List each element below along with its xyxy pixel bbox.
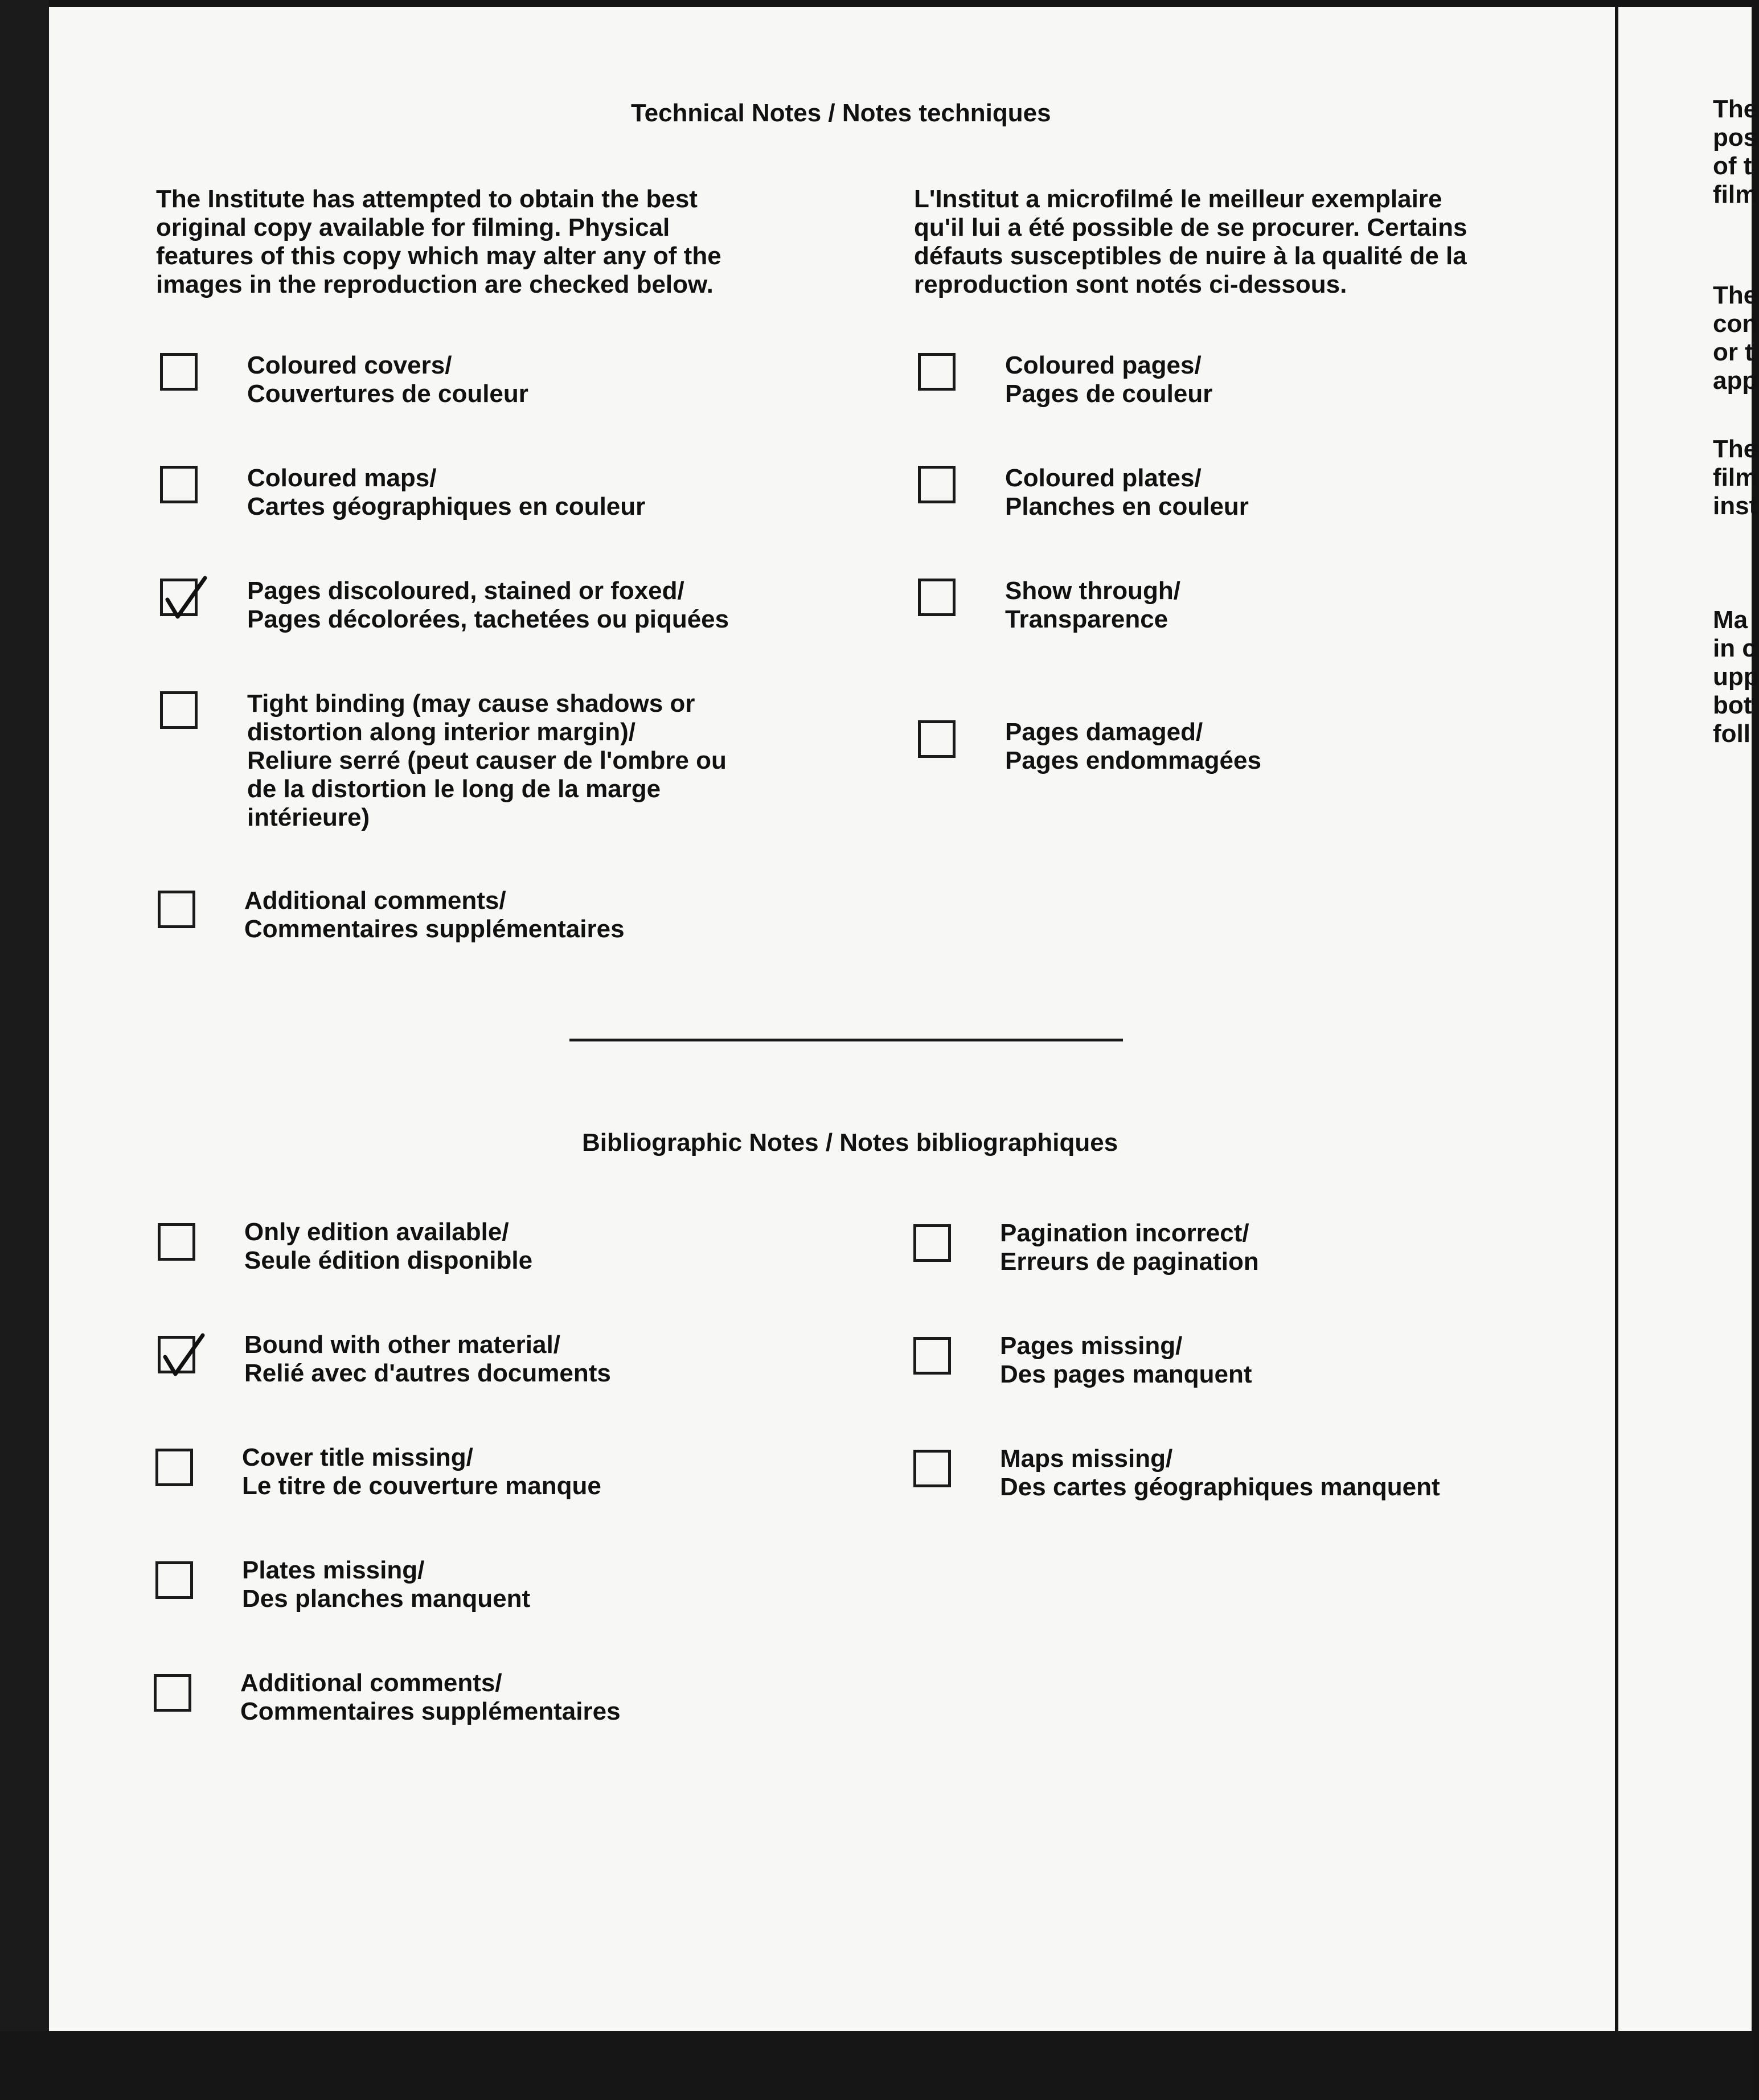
intro-french: [914, 185, 1467, 299]
intro-line: images in the reproduction are checked below.: [156, 270, 714, 298]
scan-edge-left: [0, 0, 49, 2100]
checkmark-icon: [164, 576, 208, 622]
technical-notes-page: [49, 7, 1615, 2031]
intro-line: original copy available for filming. Physical: [156, 214, 670, 241]
tight-binding-label: Tight binding (may cause shadows or distortion along interior margin)/ Reliure serré (peut causer de l'ombre ou de la distortion le long de la marge intérieure): [247, 690, 727, 831]
bibliographic-notes-title: Bibliographic Notes / Notes bibliographiques: [582, 1129, 1118, 1156]
bound-with-other-label: Bound with other material/ Relié avec d'autres documents: [244, 1331, 611, 1387]
fragment-block: The film inst: [1713, 435, 1758, 520]
intro-line: The Institute has attempted to obtain the best: [156, 185, 698, 213]
coloured-covers-label: Coloured covers/ Couvertures de couleur: [247, 351, 528, 408]
fragment-block: Ma in c upp bot foll: [1713, 606, 1759, 748]
pages-damaged-label: Pages damaged/ Pages endommagées: [1005, 718, 1261, 774]
show-through-label: Show through/ Transparence: [1005, 577, 1180, 633]
intro-line: L'Institut a microfilmé le meilleur exemplaire: [914, 185, 1442, 213]
checkmark-icon: [162, 1333, 206, 1380]
intro-line: reproduction sont notés ci-dessous.: [914, 270, 1347, 298]
pages-damaged-checkbox[interactable]: [918, 720, 956, 758]
pagination-incorrect-label: Pagination incorrect/ Erreurs de pagination: [1000, 1219, 1259, 1275]
pages-missing-checkbox[interactable]: [913, 1337, 951, 1375]
additional-comments-technical-label: Additional comments/ Commentaires supplémentaires: [244, 887, 625, 943]
additional-comments-bibliographic-checkbox[interactable]: [154, 1674, 191, 1712]
intro-english: [156, 185, 721, 299]
coloured-pages-checkbox[interactable]: [918, 353, 956, 391]
pages-discoloured-label: Pages discoloured, stained or foxed/ Pages décolorées, tachetées ou piquées: [247, 577, 729, 633]
coloured-pages-label: Coloured pages/ Pages de couleur: [1005, 351, 1213, 408]
adjacent-page-fragment: [1618, 7, 1759, 2031]
additional-comments-bibliographic-label: Additional comments/ Commentaires supplémentaires: [240, 1669, 621, 1725]
pagination-incorrect-checkbox[interactable]: [913, 1224, 951, 1262]
scan-edge-bottom: [0, 2031, 1752, 2100]
coloured-plates-label: Coloured plates/ Planches en couleur: [1005, 464, 1249, 520]
pages-missing-label: Pages missing/ Des pages manquent: [1000, 1332, 1252, 1388]
only-edition-checkbox[interactable]: [158, 1223, 195, 1261]
fragment-block: The con or t app: [1713, 281, 1758, 395]
intro-line: défauts susceptibles de nuire à la qualité de la: [914, 242, 1467, 270]
maps-missing-label: Maps missing/ Des cartes géographiques manquent: [1000, 1445, 1440, 1501]
plates-missing-label: Plates missing/ Des planches manquent: [242, 1556, 531, 1613]
maps-missing-checkbox[interactable]: [913, 1450, 951, 1487]
fragment-block: The pos of t film: [1713, 95, 1758, 208]
show-through-checkbox[interactable]: [918, 579, 956, 616]
coloured-maps-checkbox[interactable]: [160, 466, 198, 503]
section-divider: [569, 1039, 1123, 1041]
coloured-covers-checkbox[interactable]: [160, 353, 198, 391]
bound-with-other-checkbox[interactable]: [158, 1336, 195, 1373]
intro-line: qu'il lui a été possible de se procurer. Certains: [914, 214, 1467, 241]
pages-discoloured-checkbox[interactable]: [160, 579, 198, 616]
plates-missing-checkbox[interactable]: [155, 1561, 193, 1599]
coloured-maps-label: Coloured maps/ Cartes géographiques en couleur: [247, 464, 646, 520]
tight-binding-checkbox[interactable]: [160, 691, 198, 729]
coloured-plates-checkbox[interactable]: [918, 466, 956, 503]
only-edition-label: Only edition available/ Seule édition disponible: [244, 1218, 533, 1274]
cover-title-missing-label: Cover title missing/ Le titre de couverture manque: [242, 1443, 601, 1500]
intro-line: features of this copy which may alter any of the: [156, 242, 721, 270]
cover-title-missing-checkbox[interactable]: [155, 1449, 193, 1486]
technical-notes-title: Technical Notes / Notes techniques: [631, 99, 1051, 127]
additional-comments-technical-checkbox[interactable]: [158, 891, 195, 928]
